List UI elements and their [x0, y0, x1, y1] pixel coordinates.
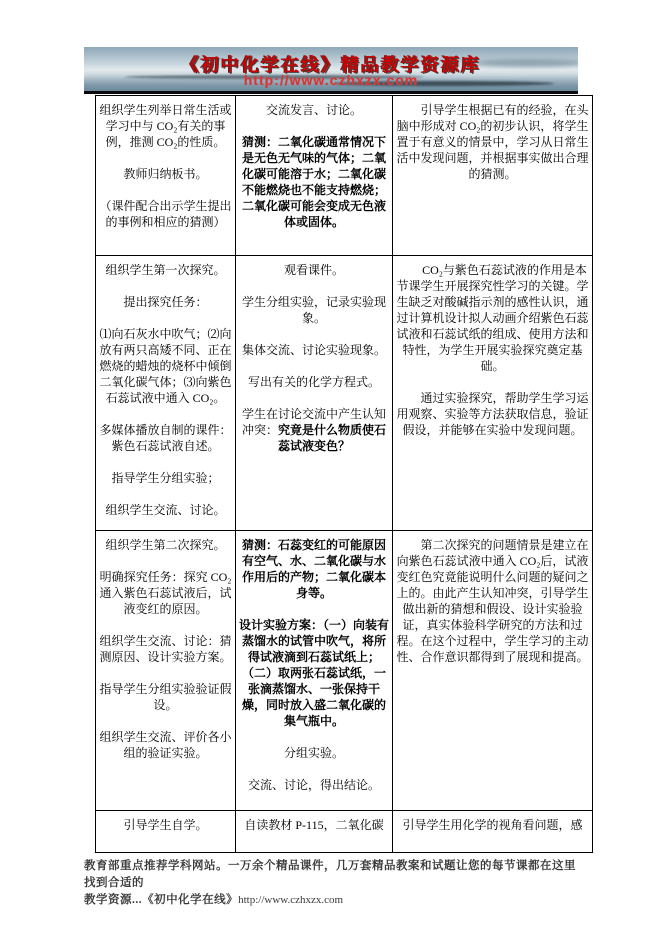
cell-paragraph: 第二次探究的问题情景是建立在向紫色石蕊试液中通入 CO₂后，试液变红色究竟能说明什么问题的疑问之上的。由此产生认知冲突，引导学生做出新的猜想和假设、设计实验验证，真实体验科学研究的方法和过程。在这个过程中，学生学习的主动性、合作意识都得到了展现和提高。: [396, 538, 589, 664]
banner-url: http://www.czhxzx.com: [243, 72, 419, 88]
cell-paragraph: 通过实验探究，帮助学生学习运用观察、实验等方法获取信息，验证假设，并能够在实验中发现问题。: [396, 391, 589, 437]
table-cell-teacher-activity: [96, 256, 236, 531]
footer-line2: [84, 892, 584, 909]
cell-paragraph: 猜测：二氧化碳通常情况下是无色无气味的气体；二氧化碳可能溶于水；二氧化碳不能燃烧也不能支持燃烧；二氧化碳可能会变成无色液体或固体。: [241, 135, 386, 229]
cell-paragraph: 交流发言、讨论。: [265, 103, 362, 117]
cell-paragraph: 观看课件。: [283, 263, 344, 277]
cell-paragraph: 提出探究任务：: [123, 295, 208, 309]
lesson-plan-table: [95, 95, 593, 853]
page-footer: [84, 858, 584, 909]
cell-paragraph: 组织学生交流、讨论。: [105, 503, 226, 517]
table-row: [96, 811, 593, 853]
table-cell-design-intent: [393, 96, 593, 256]
site-banner: [84, 47, 578, 94]
banner-title: 《初中化学在线》精品教学资源库: [181, 55, 481, 75]
cell-paragraph: 设计实验方案：（一）向装有蒸馏水的试管中吹气，将所得试液滴到石蕊试纸上；（二）取两张石蕊试纸，一张滴蒸馏水、一张保持干燥，同时放入盛二氧化碳的集气瓶中。: [239, 618, 390, 728]
table-cell-design-intent: [393, 256, 593, 531]
footer-line1: 教育部重点推荐学科网站。一万余个精品课件，几万套精品教案和试题让您的每节课都在这里找到合适的: [84, 860, 576, 889]
table-cell-student-activity: [236, 96, 393, 256]
cell-paragraph: 分组实验。: [283, 746, 344, 760]
cell-paragraph: 引导学生用化学的视角看问题，感: [402, 818, 583, 832]
table-cell-design-intent: [393, 811, 593, 853]
cell-paragraph: CO₂与紫色石蕊试液的作用是本节课学生开展探究性学习的关键。学生缺乏对酸碱指示剂的感性认识，通过计算机设计拟人动画介绍紫色石蕊试液和石蕊试纸的组成、使用方法和特性，为学生开展实验探究奠定基础。: [396, 263, 589, 373]
cell-paragraph: 组织学生交流、评价各小组的验证实验。: [99, 730, 232, 760]
cell-paragraph: 引导学生自学。: [123, 818, 208, 832]
cell-paragraph: 写出有关的化学方程式。: [247, 375, 380, 389]
cell-paragraph: 指导学生分组实验验证假设。: [99, 682, 232, 712]
cell-paragraph: 组织学生列举日常生活或学习中与 CO₂有关的事例，推测 CO₂的性质。: [99, 103, 232, 149]
table-cell-design-intent: [393, 531, 593, 811]
footer-url: http://www.czhxzx.com: [238, 894, 344, 906]
cell-paragraph: 多媒体播放自制的课件：紫色石蕊试液自述。: [99, 423, 232, 453]
cell-paragraph: 集体交流、讨论实验现象。: [241, 343, 386, 357]
cell-paragraph: 教师归纳板书。: [123, 167, 208, 181]
cell-paragraph: 组织学生第一次探究。: [105, 263, 226, 277]
table-row: [96, 256, 593, 531]
cell-paragraph: ⑴向石灰水中吹气；⑵向放有两只高矮不同、正在燃烧的蜡烛的烧杯中倾倒二氧化碳气体；⑶向紫色石蕊试液中通入 CO₂。: [99, 327, 232, 405]
cell-paragraph: 交流、讨论，得出结论。: [247, 778, 380, 792]
cell-paragraph: 指导学生分组实验；: [111, 471, 220, 485]
conflict-question: 究竟是什么物质使石蕊试液变色？: [277, 423, 387, 453]
cell-paragraph: 明确探究任务：探究 CO₂通入紫色石蕊试液后，试液变红的原因。: [99, 570, 232, 616]
cell-paragraph: 自读教材 P-115，二氧化碳: [244, 818, 384, 832]
cell-paragraph: 引导学生根据已有的经验，在头脑中形成对 CO₂的初步认识，将学生置于有意义的情景中，学习从日常生活中发现问题，并根据事实做出合理的猜测。: [396, 103, 589, 181]
table-cell-teacher-activity: [96, 811, 236, 853]
table-row: [96, 531, 593, 811]
cell-paragraph: 组织学生第二次探究。: [105, 538, 226, 552]
cell-paragraph: 猜测：石蕊变红的可能原因有空气、水、二氧化碳与水作用后的产物；二氧化碳本身等。: [241, 538, 386, 600]
table-cell-teacher-activity: [96, 531, 236, 811]
footer-line2-text: 教学资源...《初中化学在线》: [84, 894, 239, 906]
table-cell-teacher-activity: [96, 96, 236, 256]
table-cell-student-activity: [236, 811, 393, 853]
cell-paragraph: 组织学生交流、讨论：猜测原因、设计实验方案。: [99, 634, 232, 664]
cell-paragraph: [239, 406, 389, 454]
table-cell-student-activity: [236, 256, 393, 531]
table-row: [96, 96, 593, 256]
conflict-prefix: 学生在讨论交流中产生认知冲突：: [241, 407, 386, 437]
cell-paragraph: （课件配合出示学生提出的事例和相应的猜测）: [99, 199, 232, 229]
table-cell-student-activity: [236, 531, 393, 811]
cell-paragraph: 学生分组实验，记录实验现象。: [241, 295, 386, 325]
